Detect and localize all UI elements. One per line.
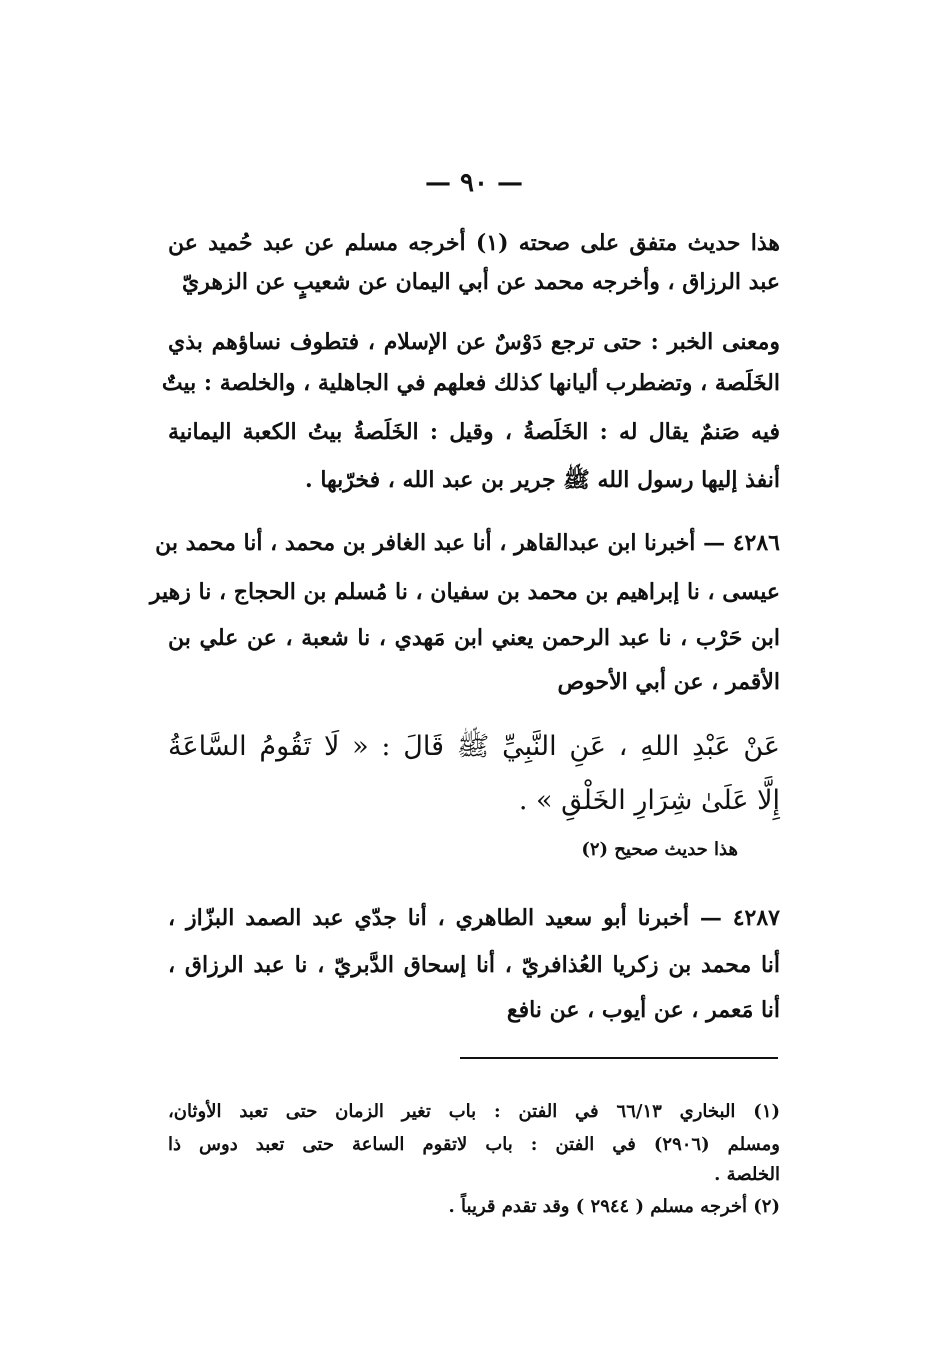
text-line: أنا محمد بن زكريا العُذافريّ ، أنا إسحاق الدَّبريّ ، نا عبد الرزاق ، (168, 952, 780, 978)
text-line: ابن حَرْب ، نا عبد الرحمن يعني ابن مَهدي ، نا شعبة ، عن علي بن (168, 625, 780, 651)
text-line: أنفذ إليها رسول الله ﷺ جرير بن عبد الله ، فخرّبها . (305, 467, 780, 493)
footnote-line: الخلصة . (714, 1164, 780, 1185)
text-line: هذا حديث متفق على صحته (١) أخرجه مسلم عن عبد حُميد عن (168, 230, 780, 256)
page-number: — ٩٠ — (424, 168, 524, 198)
text-line: أنا مَعمر ، عن أيوب ، عن نافع (506, 997, 780, 1023)
footnote-line: (٢) أخرجه مسلم ( ٢٩٤٤ ) وقد تقدم قريباً . (448, 1196, 780, 1217)
text-line: الخَلَصة ، وتضطرب أليانها كذلك فعلهم في الجاهلية ، والخلصة : بيتٌ (161, 370, 780, 396)
hadith-grading: هذا حديث صحيح (٢) (581, 839, 738, 860)
text-line: الأقمر ، عن أبي الأحوص (557, 669, 780, 695)
text-line: عبد الرزاق ، وأخرجه محمد عن أبي اليمان عن شعيبٍ عن الزهريّ (182, 269, 780, 295)
text-line: ومعنى الخبر : حتى ترجع دَوْسٌ عن الإسلام ، فتطوف نساؤهم بذي (168, 329, 780, 355)
text-line: فيه صَنمٌ يقال له : الخَلَصةُ ، وقيل : الخَلَصةُ بيتُ الكعبة اليمانية (168, 419, 780, 445)
text-line: عَنْ عَبْدِ اللهِ ، عَنِ النَّبِيِّ ﷺ قَالَ : « لَا تَقُومُ السَّاعَةُ (168, 731, 780, 762)
text-line: ٤٢٨٧ — أخبرنا أبو سعيد الطاهري ، أنا جدّي عبد الصمد البزّاز ، (168, 905, 780, 931)
text-line: ٤٢٨٦ — أخبرنا ابن عبدالقاهر ، أنا عبد الغافر بن محمد ، أنا محمد بن (155, 530, 780, 556)
footnote-line: (١) البخاري ٦٦/١٣ في الفتن : باب تغير الزمان حتى تعبد الأوثان، (168, 1101, 781, 1122)
text-line: إِلَّا عَلَىٰ شِرَارِ الخَلْقِ » . (518, 785, 780, 816)
text-line: عيسى ، نا إبراهيم بن محمد بن سفيان ، نا مُسلم بن الحجاج ، نا زهير (149, 579, 780, 605)
footnote-divider (460, 1057, 778, 1059)
footnote-line: ومسلم (٢٩٠٦) في الفتن : باب لاتقوم الساعة حتى تعبد دوس ذا (168, 1134, 780, 1155)
